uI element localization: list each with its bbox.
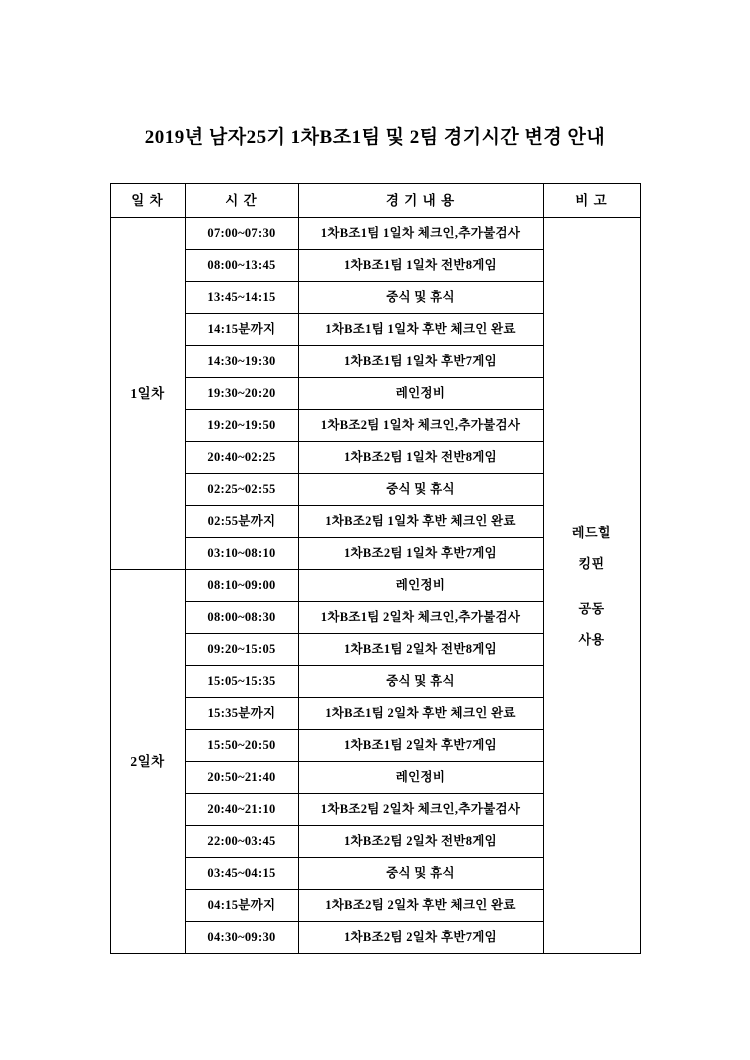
content-cell: 1차B조1팀 1일차 후반 체크인 완료 — [298, 314, 543, 346]
column-header-note: 비 고 — [543, 184, 640, 218]
note-spacer — [544, 579, 640, 593]
time-cell: 14:15분까지 — [185, 314, 298, 346]
time-cell: 15:50~20:50 — [185, 730, 298, 762]
time-cell: 13:45~14:15 — [185, 282, 298, 314]
time-cell: 08:10~09:00 — [185, 570, 298, 602]
content-cell: 레인정비 — [298, 762, 543, 794]
column-header-time: 시 간 — [185, 184, 298, 218]
content-cell: 1차B조2팀 2일차 전반8게임 — [298, 826, 543, 858]
time-cell: 20:50~21:40 — [185, 762, 298, 794]
note-line-4: 사용 — [578, 631, 605, 647]
note-cell — [543, 218, 640, 954]
content-cell: 1차B조2팀 1일차 전반8게임 — [298, 442, 543, 474]
content-cell: 1차B조1팀 2일차 체크인,추가불검사 — [298, 602, 543, 634]
time-cell: 22:00~03:45 — [185, 826, 298, 858]
column-header-content: 경 기 내 용 — [298, 184, 543, 218]
content-cell: 1차B조2팀 2일차 후반 체크인 완료 — [298, 890, 543, 922]
content-cell: 1차B조2팀 1일차 후반 체크인 완료 — [298, 506, 543, 538]
time-cell: 07:00~07:30 — [185, 218, 298, 250]
time-cell: 19:20~19:50 — [185, 410, 298, 442]
content-cell: 중식 및 휴식 — [298, 282, 543, 314]
content-cell: 중식 및 휴식 — [298, 666, 543, 698]
content-cell: 1차B조2팀 2일차 후반7게임 — [298, 922, 543, 954]
time-cell: 14:30~19:30 — [185, 346, 298, 378]
content-cell: 1차B조2팀 2일차 체크인,추가불검사 — [298, 794, 543, 826]
time-cell: 04:15분까지 — [185, 890, 298, 922]
table-header-row — [110, 184, 640, 218]
time-cell: 04:30~09:30 — [185, 922, 298, 954]
note-line-2: 킹핀 — [578, 555, 605, 571]
content-cell: 중식 및 휴식 — [298, 474, 543, 506]
note-line-1: 레드힐 — [571, 524, 612, 540]
time-cell: 02:25~02:55 — [185, 474, 298, 506]
content-cell: 1차B조1팀 1일차 전반8게임 — [298, 250, 543, 282]
day-label-cell-1: 1일차 — [110, 218, 185, 570]
content-cell: 1차B조1팀 2일차 후반7게임 — [298, 730, 543, 762]
note-line-3: 공동 — [578, 600, 605, 616]
column-header-day: 일 차 — [110, 184, 185, 218]
table-header — [110, 184, 640, 218]
content-cell: 레인정비 — [298, 570, 543, 602]
content-cell: 1차B조2팀 1일차 후반7게임 — [298, 538, 543, 570]
content-cell: 1차B조1팀 2일차 후반 체크인 완료 — [298, 698, 543, 730]
content-cell: 1차B조2팀 1일차 체크인,추가불검사 — [298, 410, 543, 442]
content-cell: 레인정비 — [298, 378, 543, 410]
content-cell: 1차B조1팀 1일차 체크인,추가불검사 — [298, 218, 543, 250]
content-cell: 중식 및 휴식 — [298, 858, 543, 890]
time-cell: 20:40~21:10 — [185, 794, 298, 826]
table-row — [110, 218, 640, 250]
day-label-cell-2: 2일차 — [110, 570, 185, 954]
content-cell: 1차B조1팀 2일차 전반8게임 — [298, 634, 543, 666]
time-cell: 08:00~13:45 — [185, 250, 298, 282]
table-body — [110, 218, 640, 954]
time-cell: 15:05~15:35 — [185, 666, 298, 698]
page-title: 2019년 남자25기 1차B조1팀 및 2팀 경기시간 변경 안내 — [144, 127, 606, 148]
time-cell: 08:00~08:30 — [185, 602, 298, 634]
time-cell: 03:10~08:10 — [185, 538, 298, 570]
time-cell: 19:30~20:20 — [185, 378, 298, 410]
time-cell: 15:35분까지 — [185, 698, 298, 730]
time-cell: 09:20~15:05 — [185, 634, 298, 666]
content-cell: 1차B조1팀 1일차 후반7게임 — [298, 346, 543, 378]
time-cell: 03:45~04:15 — [185, 858, 298, 890]
schedule-table-container — [0, 183, 750, 954]
time-cell: 20:40~02:25 — [185, 442, 298, 474]
time-cell: 02:55분까지 — [185, 506, 298, 538]
schedule-table — [110, 183, 641, 954]
